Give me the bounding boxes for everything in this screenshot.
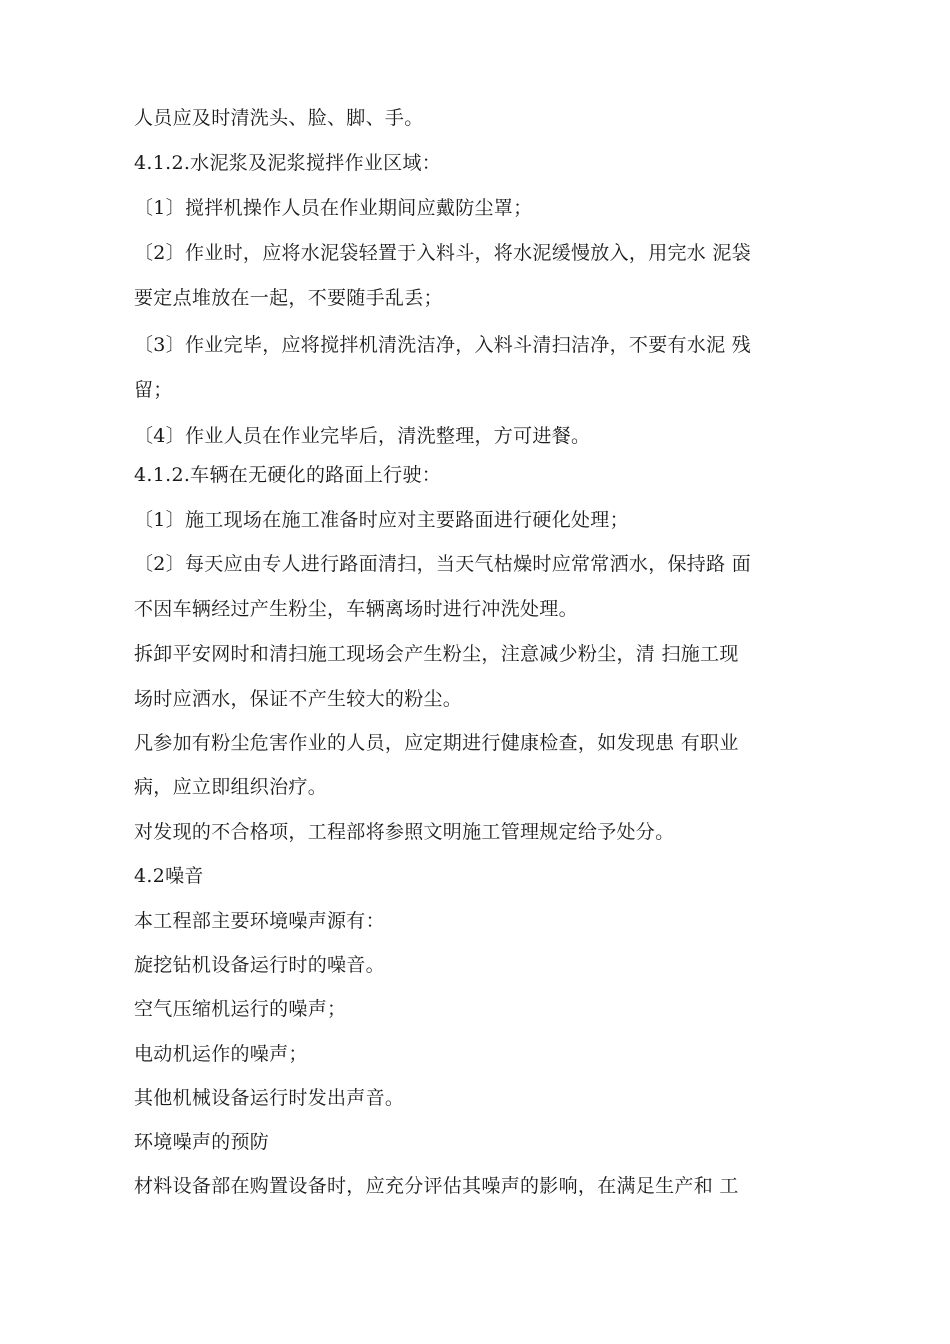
text-line: 人员应及时清洗头、脸、脚、手。	[134, 107, 424, 129]
text-line: 要定点堆放在一起，不要随手乱丢；	[134, 287, 443, 309]
text-line: 不因车辆经过产生粉尘，车辆离场时进行冲洗处理。	[134, 598, 578, 620]
list-item: 〔3〕作业完毕，应将搅拌机清洗洁净，入料斗清扫洁净，不要有水泥 残	[134, 334, 752, 356]
paragraph-line: 凡参加有粉尘危害作业的人员，应定期进行健康检查，如发现患 有职业	[134, 732, 739, 754]
paragraph-line: 电动机运作的噪声；	[134, 1043, 308, 1065]
list-item: 〔4〕作业人员在作业完毕后，清洗整理，方可进餐。	[134, 425, 591, 447]
list-item: 〔2〕每天应由专人进行路面清扫，当天气枯燥时应常常洒水，保持路 面	[134, 553, 752, 575]
paragraph-line: 本工程部主要环境噪声源有：	[134, 910, 385, 932]
paragraph-line: 材料设备部在购置设备时，应充分评估其噪声的影响，在满足生产和 工	[134, 1175, 739, 1197]
list-item: 〔2〕作业时，应将水泥袋轻置于入料斗，将水泥缓慢放入，用完水 泥袋	[134, 242, 752, 264]
list-item: 〔1〕施工现场在施工准备时应对主要路面进行硬化处理；	[134, 509, 629, 531]
list-item: 〔1〕搅拌机操作人员在作业期间应戴防尘罩；	[134, 197, 533, 219]
text-line: 留；	[134, 379, 173, 401]
paragraph-line: 环境噪声的预防	[134, 1131, 270, 1153]
paragraph-line: 拆卸平安网时和清扫施工现场会产生粉尘，注意减少粉尘，清 扫施工现	[134, 643, 739, 665]
section-heading: 4.1.2.车辆在无硬化的路面上行驶：	[134, 464, 442, 486]
paragraph-line: 对发现的不合格项，工程部将参照文明施工管理规定给予处分。	[134, 821, 675, 843]
paragraph-line: 旋挖钻机设备运行时的噪音。	[134, 954, 385, 976]
paragraph-line: 其他机械设备运行时发出声音。	[134, 1087, 405, 1109]
text-line: 病，应立即组织治疗。	[134, 776, 328, 798]
paragraph-line: 空气压缩机运行的噪声；	[134, 998, 347, 1020]
section-heading: 4.1.2.水泥浆及泥浆搅拌作业区域：	[134, 152, 442, 174]
text-line: 场时应洒水，保证不产生较大的粉尘。	[134, 688, 463, 710]
section-heading: 4.2噪音	[134, 865, 204, 887]
